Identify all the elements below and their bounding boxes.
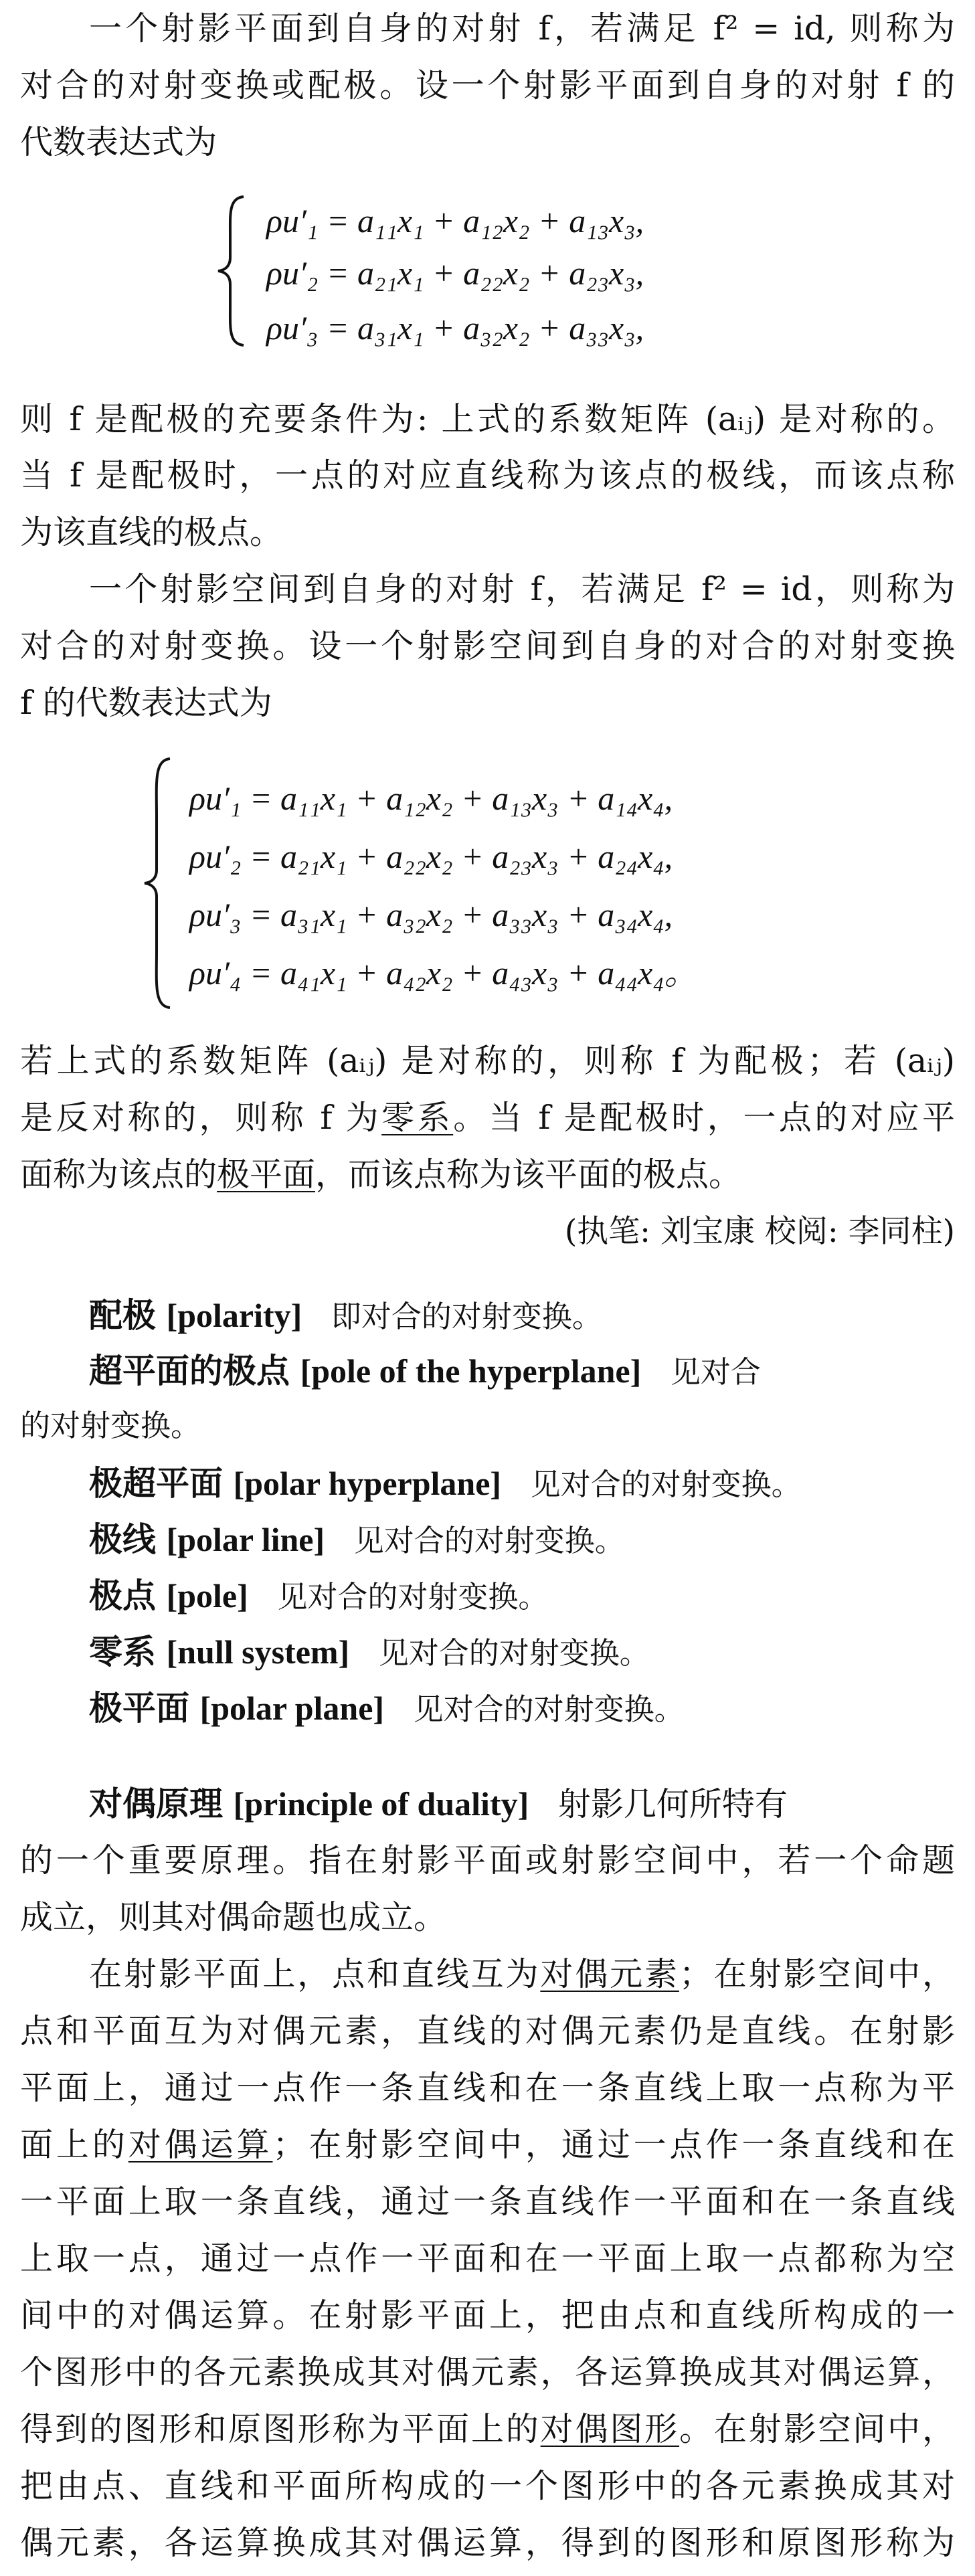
- term-link-dual-operation: 对偶运算: [128, 2126, 273, 2164]
- para4-line3: [20, 1154, 955, 1196]
- para3-line2: 对合的对射变换。设一个射影空间到自身的对合的对射变换: [20, 627, 955, 665]
- equation-1-3: ρu′₃ = a₃₁x₁ + a₃₂x₂ + a₃₃x₃,: [266, 309, 644, 347]
- para5-line7: 间中的对偶运算。在射影平面上，把由点和直线所构成的一: [20, 2296, 955, 2334]
- term-link-dual-element: 对偶元素: [540, 1955, 679, 1993]
- equation-2-2: ρu′₂ = a₂₁x₁ + a₂₂x₂ + a₂₃x₃ + a₂₄x₄,: [189, 838, 673, 875]
- entry-definition: 见对合的对射变换。: [413, 1691, 685, 1727]
- term-link-dual-figure: 对偶图形: [540, 2410, 680, 2448]
- left-brace-system1: [215, 194, 249, 348]
- entry-head: 极超平面: [89, 1464, 223, 1503]
- entry-english: [pole]: [166, 1577, 248, 1615]
- entry-definition: 射影几何所特有: [557, 1785, 788, 1823]
- left-brace-system2: [142, 756, 175, 1010]
- para5-line9-text-a: 得到的图形和原图形称为平面上的: [20, 2410, 541, 2448]
- para1-line1: 一个射影平面到自身的对射 f，若满足 f² = id, 则称为: [89, 9, 955, 48]
- entry-head: 极点: [89, 1576, 156, 1615]
- author-credit: (执笔: 刘宝康 校阅: 李同柱): [564, 1213, 955, 1250]
- entry-pole: [89, 1575, 955, 1618]
- entry-polar-line: [89, 1519, 955, 1562]
- para5-line8: 个图形中的各元素换成其对偶元素，各运算换成其对偶运算，: [20, 2353, 955, 2391]
- para5-line10: 把由点、直线和平面所构成的一个图形中的各元素换成其对: [20, 2467, 955, 2505]
- entry-definition: 见对合的对射变换。: [277, 1579, 549, 1615]
- para3-line3: f 的代数表达式为: [20, 684, 272, 722]
- entry-english: [polar hyperplane]: [233, 1465, 502, 1502]
- para1-line3: 代数表达式为: [20, 123, 217, 161]
- para3-line1: 一个射影空间到自身的对射 f，若满足 f² = id，则称为: [89, 570, 955, 608]
- entry-polar-hyperplane: [89, 1463, 955, 1505]
- para5-line4-text-b: ；在射影空间中，通过一点作一条直线和在: [272, 2126, 955, 2164]
- equation-2-3: ρu′₃ = a₃₁x₁ + a₃₂x₂ + a₃₃x₃ + a₃₄x₄,: [189, 896, 673, 933]
- entry-head: 极平面: [89, 1689, 189, 1728]
- equation-2-1: ρu′₁ = a₁₁x₁ + a₁₂x₂ + a₁₃x₃ + a₁₄x₄,: [189, 779, 673, 817]
- entry-head: 零系: [89, 1633, 156, 1671]
- entry-head: 对偶原理: [89, 1784, 223, 1823]
- entry-polar-plane: [89, 1687, 955, 1730]
- entry-principle-of-duality: [89, 1783, 955, 1825]
- equation-1-2: ρu′₂ = a₂₁x₁ + a₂₂x₂ + a₂₃x₃,: [266, 254, 644, 292]
- entry-head: 超平面的极点: [89, 1352, 290, 1390]
- para1-line2: 对合的对射变换或配极。设一个射影平面到自身的对射 f 的: [20, 66, 955, 104]
- para2-line2: 当 f 是配极时，一点的对应直线称为该点的极线，而该点称: [20, 456, 955, 494]
- para4-line1: 若上式的系数矩阵 (aᵢⱼ) 是对称的，则称 f 为配极；若 (aᵢⱼ): [20, 1042, 955, 1080]
- entry-definition: 见对合的对射变换。: [530, 1467, 802, 1502]
- duality-line3: 成立，则其对偶命题也成立。: [20, 1898, 447, 1936]
- para5-line9-text-b: 。在射影空间中，: [679, 2410, 955, 2448]
- entry-polarity: [89, 1295, 955, 1338]
- para5-line1: [89, 1954, 955, 1995]
- para5-line5: 一平面上取一条直线，通过一条直线作一平面和在一条直线: [20, 2183, 955, 2221]
- entry-head: 极线: [89, 1520, 156, 1559]
- para5-line9: [20, 2409, 955, 2450]
- para4-line3-text-b: ，而该点称为该平面的极点。: [315, 1156, 742, 1194]
- term-link-null-system: 零系: [381, 1099, 454, 1137]
- entry-definition: 见对合的对射变换。: [353, 1523, 625, 1558]
- para5-line2: 点和平面互为对偶元素，直线的对偶元素仍是直线。在射影: [20, 2012, 955, 2050]
- equation-1-1: ρu′₁ = a₁₁x₁ + a₁₂x₂ + a₁₃x₃,: [266, 202, 644, 240]
- para4-line2: [20, 1097, 955, 1139]
- para2-line1: 则 f 是配极的充要条件为: 上式的系数矩阵 (aᵢⱼ) 是对称的。: [20, 400, 955, 438]
- entry-definition: 即对合的对射变换。: [331, 1299, 602, 1334]
- entry-english: [polarity]: [166, 1297, 302, 1334]
- equation-2-4: ρu′₄ = a₄₁x₁ + a₄₂x₂ + a₄₃x₃ + a₄₄x₄。: [189, 954, 698, 992]
- para5-line1-text-b: ；在射影空间中，: [679, 1955, 955, 1993]
- term-link-polar-plane: 极平面: [217, 1156, 316, 1194]
- entry-head: 配极: [89, 1296, 156, 1335]
- entry-definition: 见对合的对射变换。: [378, 1635, 650, 1671]
- entry-english: [polar plane]: [199, 1689, 385, 1727]
- para5-line11: 偶元素，各运算换成其对偶运算，得到的图形和原图形称为: [20, 2524, 955, 2562]
- entry-english: [null system]: [166, 1633, 350, 1671]
- para5-line4: [20, 2124, 955, 2166]
- para5-line4-text-a: 面上的: [20, 2126, 128, 2164]
- entry-english: [polar line]: [166, 1521, 325, 1558]
- entry-english: [principle of duality]: [233, 1785, 529, 1823]
- para2-line3: 为该直线的极点。: [20, 513, 283, 551]
- para4-line2-text-b: 。当 f 是配极时，一点的对应平: [453, 1099, 955, 1137]
- entry-pole-of-hyperplane-cont: 的对射变换。: [20, 1408, 201, 1443]
- para4-line3-text-a: 面称为该点的: [20, 1156, 217, 1194]
- entry-pole-of-hyperplane: [89, 1350, 955, 1393]
- para4-line2-text-a: 是反对称的，则称 f 为: [20, 1099, 382, 1137]
- entry-null-system: [89, 1631, 955, 1674]
- entry-english: [pole of the hyperplane]: [300, 1352, 642, 1390]
- entry-definition: 见对合: [670, 1354, 761, 1390]
- duality-line2: 的一个重要原理。指在射影平面或射影空间中，若一个命题: [20, 1841, 955, 1879]
- para5-line3: 平面上，通过一点作一条直线和在一条直线上取一点称为平: [20, 2069, 955, 2107]
- para5-line1-text-a: 在射影平面上，点和直线互为: [89, 1955, 541, 1993]
- para5-line6: 上取一点，通过一点作一平面和在一平面上取一点都称为空: [20, 2239, 955, 2278]
